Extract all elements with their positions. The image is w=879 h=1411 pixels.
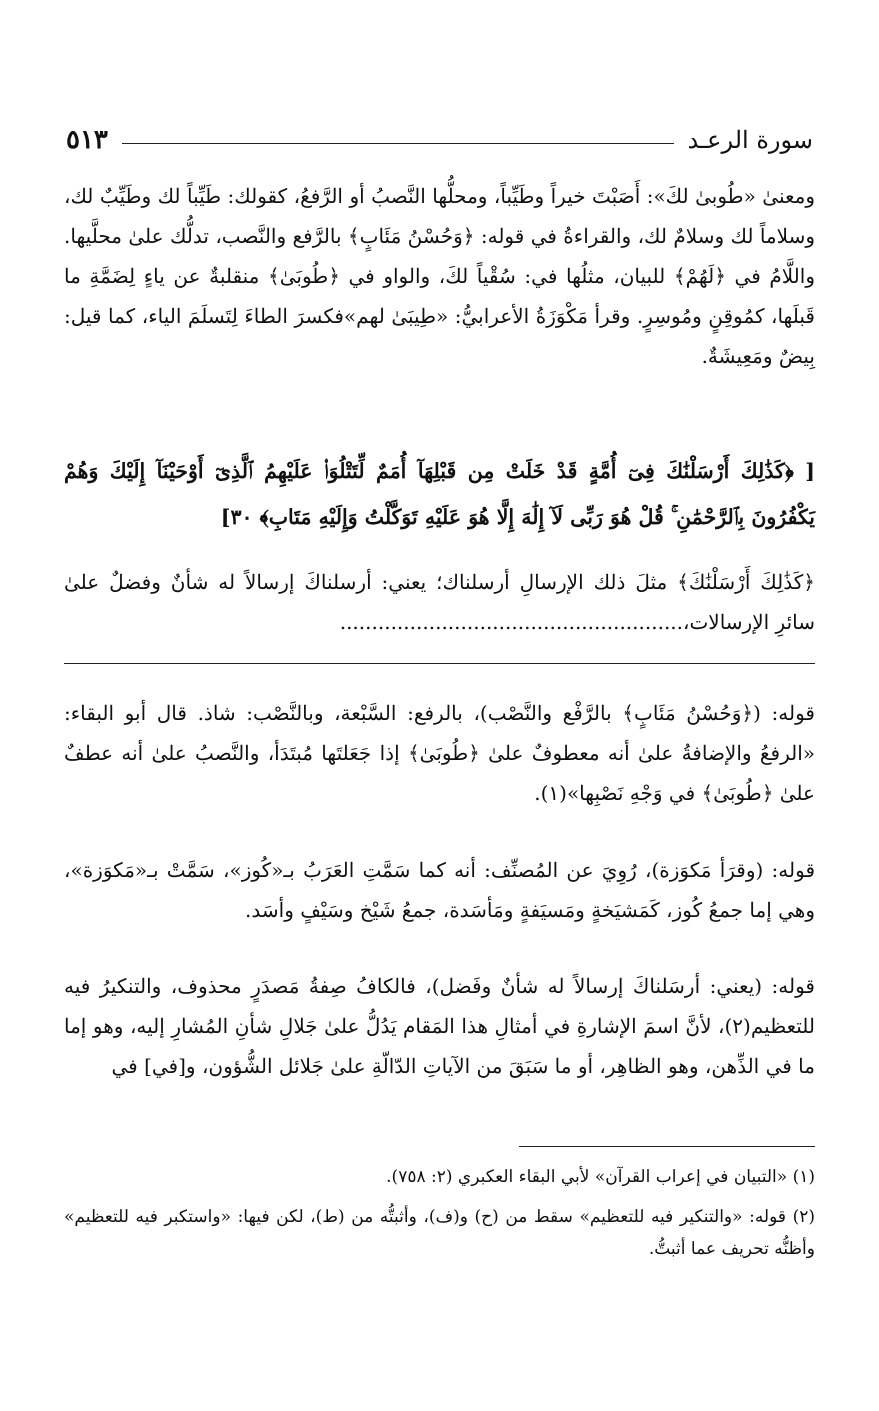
- main-text-paragraph: [64, 176, 815, 376]
- commentary-divider: [64, 663, 815, 664]
- page-header: [66, 118, 813, 162]
- footnote: [64, 1160, 815, 1194]
- main-text-paragraph: [64, 562, 815, 642]
- commentary-paragraph: [64, 850, 815, 930]
- page-number: ٥١٣: [66, 125, 108, 155]
- commentary-paragraph-2: قوله: (وقرَأ مَكوَزة)، رُوِيَ عن المُصنِّف: أنه كما سَمَّتِ العَرَبُ بـ«كُوز»، سَمَّتْ بـ«مَكوَزة»، وهي إما جمعُ كُوز، كَمَشيَخةٍ ومَسيَفةٍ ومَأسَدة، جمعُ شَيْخ وسَيْفٍ وأسَد.: [64, 858, 815, 922]
- footnote-1: (١) «التبيان في إعراب القرآن» لأبي البقاء العكبري (٢: ٧٥٨).: [386, 1167, 815, 1187]
- footnote: [64, 1201, 815, 1265]
- commentary-paragraph: [64, 966, 815, 1086]
- footnote-2: (٢) قوله: «والتنكير فيه للتعظيم» سقط من (ح) و(ف)، وأثبتُّه من (ط)، لكن فيها: «واستكبر فيه للتعظيم» وأظنُّه تحريف عما أثبتُّ.: [64, 1207, 815, 1259]
- commentary-paragraph-3: قوله: (يعني: أرسَلناكَ إرسالاً له شأنٌ وفَضل)، فالكافُ صِفةُ مَصدَرٍ محذوف، والتنكيرُ فيه للتعظيم(٢)، لأنَّ اسمَ الإشارةِ في أمثالِ هذا المَقام يَدُلُّ علىٰ جَلالِ شأنِ المُشارِ إليه، وهو إما ما في الذِّهن، وهو الظاهِر، أو ما سَبَقَ من الآياتِ الدّالّةِ علىٰ جَلائل الشُّؤون، و[في] في: [64, 974, 815, 1078]
- footnote-rule: [519, 1146, 815, 1147]
- quran-verse: [64, 448, 815, 540]
- commentary-paragraph: [64, 693, 815, 813]
- header-rule: [122, 143, 674, 144]
- commentary-paragraph-1: قوله: (﴿وَحُسْنُ مَئَابٍ﴾ بالرَّفْع والنَّصْب)، بالرفع: السَّبْعة، وبالنَّصْب: شاذ. قال أبو البقاء: «الرفعُ والإضافةُ علىٰ أنه معطوفٌ علىٰ ﴿طُوبَىٰ﴾ إذا جَعَلتَها مُبتَدَأ، والنَّصبُ علىٰ أنه عطفٌ علىٰ ﴿طُوبَىٰ﴾ في وَجْهِ نَصْبِها»(١).: [64, 701, 815, 805]
- main-paragraph-1: ومعنىٰ «طُوبىٰ لكَ»: أَصَبْتَ خيراً وطَيِّباً، ومحلُّها النَّصبُ أو الرَّفعُ، كقولك: طَيِّباً لك وطَيِّبٌ لك، وسلاماً لك وسلامٌ لك، والقراءةُ في قوله: ﴿وَحُسْنُ مَئَابٍ﴾ بالرَّفع والنَّصب، تدلُّك علىٰ محلَّيها. واللَّامُ في ﴿لَهُمْ﴾ للبيان، مثلُها في: سُقْياً لكَ، والواو في ﴿طُوبَىٰ﴾ منقلبةٌ عن ياءٍ لِضَمَّةِ ما قَبلَها، كمُوقِنٍ ومُوسِرٍ. وقرأ مَكْوَزَةُ الأعرابيُّ: «طِيبَىٰ لهم»فكسرَ الطاءَ لِتَسلَمَ الياء، كما قيل: بِيضٌ ومَعِيشَةٌ.: [64, 184, 815, 368]
- surah-title: سورة الرعـد: [687, 126, 813, 154]
- verse-text: [ ﴿كَذَٰلِكَ أَرْسَلْنَٰكَ فِىٓ أُمَّةٍ قَدْ خَلَتْ مِن قَبْلِهَآ أُمَمٌ لِّتَتْلُوَا۟ عَلَيْهِمُ ٱلَّذِىٓ أَوْحَيْنَآ إِلَيْكَ وَهُمْ يَكْفُرُونَ بِٱلرَّحْمَٰنِ ۚ قُلْ هُوَ رَبِّى لَآ إِلَٰهَ إِلَّا هُوَ عَلَيْهِ تَوَكَّلْتُ وَإِلَيْهِ مَتَابِ﴾ ٣٠]: [64, 459, 815, 529]
- main-paragraph-2: ﴿كَذَٰلِكَ أَرْسَلْنَٰكَ﴾ مثلَ ذلك الإرسالِ أرسلناك؛ يعني: أرسلناكَ إرسالاً له شأنٌ وفضلٌ علىٰ سائرِ الإرسالات،......................................................: [64, 570, 815, 634]
